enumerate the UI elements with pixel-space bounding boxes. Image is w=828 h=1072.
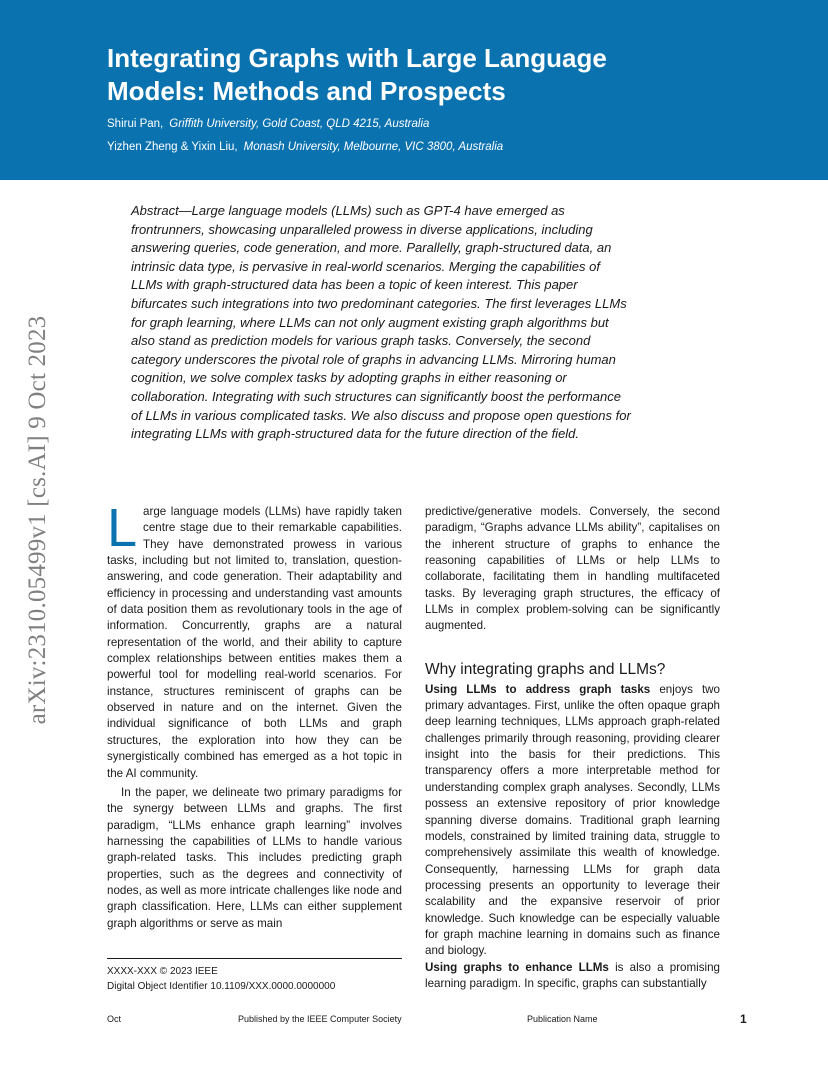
abstract: Abstract—Large language models (LLMs) such as GPT-4 have emerged as frontrunners, showcasing unparalleled prowess in diverse applications, including answering queries, code generation, and more. Parallelly, graph-structured data, an intrinsic data type, is pervasive in real-world scenarios. Merging the capabilities of LLMs with graph-structured data has been a topic of keen interest. This paper bifurcates such integrations into two predominant categories. The first leverages LLMs for graph learning, where LLMs can not only augment existing graph algorithms but also stand as prediction models for various graph tasks. Conversely, the second category underscores the pivotal role of graphs in advancing LLMs. Mirroring human cognition, we solve complex tasks by adopting graphs in either reasoning or collaboration. Integrating with such structures can significantly boost the performance of LLMs in various complicated tasks. We also discuss and propose open questions for integrating LLMs with graph-structured data for the future direction of the field. (131, 203, 631, 442)
body-column-left (107, 498, 402, 932)
right-paragraph-2 (425, 682, 720, 960)
paragraph-lead-in: Using LLMs to address graph tasks (425, 682, 651, 696)
author-affiliation: Monash University, Melbourne, VIC 3800, Australia (243, 141, 504, 153)
footer-publisher: Published by the IEEE Computer Society (238, 1014, 402, 1024)
author-affiliation: Griffith University, Gold Coast, QLD 4215, Australia (169, 118, 430, 130)
paper-title-line-1: Integrating Graphs with Large Language (107, 43, 607, 73)
copyright-line: XXXX-XXX © 2023 IEEE (107, 966, 218, 977)
body-column-right (425, 504, 720, 992)
doi-line: Digital Object Identifier 10.1109/XXX.0000.0000000 (107, 981, 336, 992)
author-names: Shirui Pan, (107, 118, 164, 130)
section-heading: Why integrating graphs and LLMs? (425, 660, 666, 678)
intro-paragraph-1-text: arge language models (LLMs) have rapidly taken centre stage due to their remarkable capabilities. They have demonstrated prowess in various tasks, including but not limited to, translation, question-answering, and code generation. Their adaptability and efficiency in processing and understanding vast amounts of data position them as revolutionary tools in the age of information. Concurrently, graphs are a natural representation of the world, and their ability to capture complex relationships between entities makes them a powerful tool for modelling real-world scenarios. For instance, structures reminiscent of graphs can be observed in nature and on the internet. Given the individual significance of both LLMs and graph structures, the exploration into how they can be synergistically combined has emerged as a hot topic in the AI community. (107, 505, 402, 780)
author-line-1 (107, 118, 429, 130)
paragraph-lead-in: Using graphs to enhance LLMs (425, 960, 609, 974)
paper-title (107, 42, 727, 108)
right-paragraph-3 (425, 960, 720, 993)
page-number: 1 (740, 1012, 747, 1026)
right-paragraph-1: predictive/generative models. Conversely, the second paradigm, “Graphs advance LLMs ability”, capitalises on the inherent structure of graphs to enhance the reasoning capabilities of LLMs or help LLMs to collaborate, facilitating them in handling multifaceted tasks. By leveraging graph structures, the efficacy of LLMs in complex problem-solving can be significantly augmented. (425, 505, 720, 633)
paragraph-text: enjoys two primary advantages. First, unlike the often opaque graph deep learning techniques, LLMs approach graph-related challenges primarily through reasoning, providing clearer insight into the basis for their predictions. This transparency offers a more interpretable method for understanding complex graph analyses. Secondly, LLMs possess an extensive repository of prior knowledge spanning diverse domains. Traditional graph learning models, constrained by limited training data, struggle to comprehensively assimilate this wealth of knowledge. Consequently, harnessing LLMs for graph data processing presents an opportunity to leverage their scalability and the expansive reservoir of prior knowledge. Such knowledge can be especially valuable for graph machine learning in domains such as finance and biology. (425, 682, 721, 958)
title-banner (0, 0, 828, 180)
drop-cap: L (107, 498, 138, 558)
footer-month: Oct (107, 1014, 122, 1024)
footer-publication-name: Publication Name (527, 1014, 598, 1024)
paragraph-text: is also a promising learning paradigm. In specific, graphs can substantially (425, 960, 721, 990)
intro-paragraph-1 (107, 498, 402, 782)
author-line-2 (107, 141, 503, 153)
intro-paragraph-2: In the paper, we delineate two primary paradigms for the synergy between LLMs and graphs. The first paradigm, “LLMs enhance graph learning” involves harnessing the capabilities of LLMs to handle various graph-related tasks. This includes predicting graph properties, such as the degrees and connectivity of nodes, as well as more intricate challenges like node and graph classification. Here, LLMs can either supplement graph algorithms or serve as main (107, 785, 402, 930)
arxiv-identifier-stamp: arXiv:2310.05499v1 [cs.AI] 9 Oct 2023 (24, 315, 51, 725)
footnote-divider (107, 958, 402, 959)
paper-title-line-2: Models: Methods and Prospects (107, 76, 506, 106)
author-names: Yizhen Zheng & Yixin Liu, (107, 141, 238, 153)
